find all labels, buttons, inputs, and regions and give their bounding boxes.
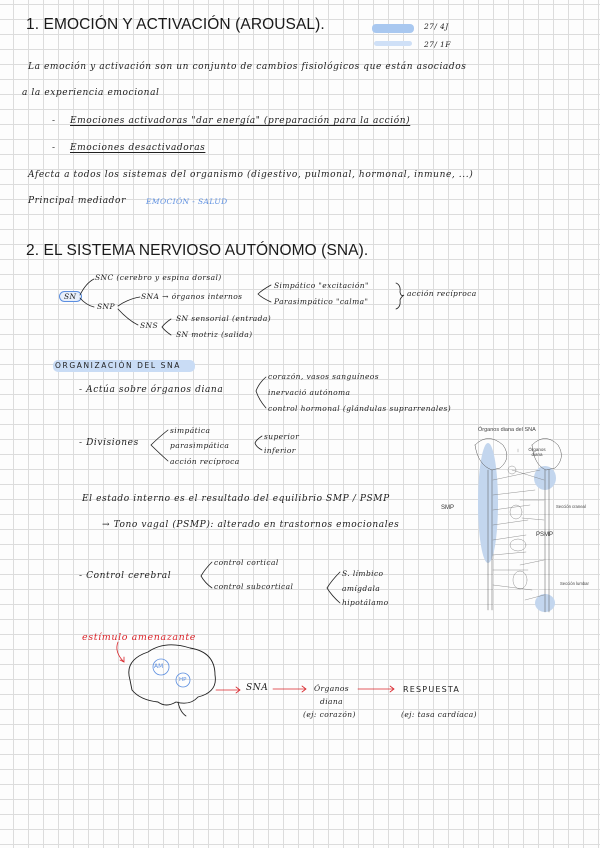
figure-spine-right <box>545 470 549 612</box>
div-item-3: acción recíproca <box>170 457 240 466</box>
div-item-2: parasimpática <box>170 441 230 450</box>
branch-snp-sns <box>118 309 138 325</box>
figure-top-label: Órganos diana <box>528 447 546 457</box>
brace-sns <box>162 319 171 335</box>
figure-sec-lumbar: Sección lumbar <box>560 581 589 586</box>
date-1: 27/ 4J <box>424 22 449 31</box>
flow-diana: diana <box>320 697 343 706</box>
brace-superior <box>255 436 262 450</box>
figure-organ-heart <box>510 505 522 519</box>
branch-sn-snp <box>80 298 94 307</box>
hp-circle <box>176 673 190 687</box>
brace-actua <box>256 377 266 408</box>
branch-sn-snc <box>80 279 94 295</box>
snp-node: SNP <box>97 302 115 311</box>
sub-item-2: amígdala <box>342 584 381 593</box>
arrow-brain-sna <box>216 687 240 693</box>
figure-organos-diana <box>475 439 561 613</box>
parasimpatico-node: Parasimpático "calma" <box>274 297 369 306</box>
figure-title: Órganos diana del SNA <box>478 427 536 433</box>
figure-smp: SMP <box>441 505 455 511</box>
intro-line-2: a la experiencia emocional <box>22 88 160 98</box>
am-label: AM <box>154 663 164 670</box>
date-2: 27/ 1F <box>424 40 451 49</box>
divisiones-label: - Divisiones <box>79 438 139 448</box>
sub-item-3: hipotálamo <box>342 598 389 607</box>
motriz-node: SN motriz (salida) <box>176 330 253 339</box>
div-item-1: simpática <box>170 426 211 435</box>
stimulus-label: estímulo amenazante <box>82 632 196 643</box>
bullet-desactivadoras: Emociones desactivadoras <box>70 143 206 153</box>
flow-organos-example: (ej: corazón) <box>303 710 356 719</box>
sn-node: SN <box>59 291 82 302</box>
brace-divisiones <box>151 430 168 461</box>
figure-psmp: PSMP <box>536 532 554 538</box>
actua-item-1: corazón, vasos sanguíneos <box>268 372 379 381</box>
flow-respuesta: RESPUESTA <box>403 685 461 694</box>
am-circle <box>153 659 169 675</box>
sensorial-node: SN sensorial (entrada) <box>176 314 272 323</box>
figure-sec-craneal: Sección craneal <box>556 504 586 509</box>
figure-organ-stomach <box>510 539 526 551</box>
mediator-label: Principal mediador <box>28 196 126 206</box>
figure-brain-right <box>532 439 561 471</box>
brace-subcortical <box>327 572 340 603</box>
tono-line: → Tono vagal (PSMP): alterado en trastornos emocionales <box>102 520 400 530</box>
bullet-dash: - <box>52 116 56 126</box>
figure-nerves-right <box>512 470 544 600</box>
sub-item-1: S. límbico <box>342 569 384 578</box>
stimulus-arrow <box>117 642 124 662</box>
brace-right <box>396 283 404 309</box>
arrow-sna-organos <box>273 686 306 692</box>
organizacion-heading: ORGANIZACIÓN DEL SNA <box>55 361 181 370</box>
bullet-dash-2: - <box>52 143 56 153</box>
actua-item-2: inervació autónoma <box>268 388 351 397</box>
superior-label: superior <box>264 432 300 441</box>
control-cortical: control cortical <box>214 558 279 567</box>
flow-organos: Órganos <box>314 684 350 693</box>
hp-label: HP <box>179 677 187 683</box>
branch-snp-sna <box>118 297 140 306</box>
bullet-activadoras: Emociones activadoras "dar energía" (preparación para la acción) <box>70 116 411 126</box>
sns-node: SNS <box>140 321 159 330</box>
flow-respuesta-example: (ej: tasa cardíaca) <box>401 710 477 719</box>
actua-item-3: control hormonal (glándulas suprarrenales) <box>268 404 452 413</box>
brace-control <box>201 562 212 588</box>
figure-organ-intestine <box>513 571 527 589</box>
section-title-2: 2. EL SISTEMA NERVIOSO AUTÓNOMO (SNA). <box>26 242 369 259</box>
affects-line: Afecta a todos los sistemas del organismo (digestivo, pulmonal, hormonal, inmune, ...) <box>28 170 474 180</box>
estado-line: El estado interno es el resultado del equilibrio SMP / PSMP <box>82 494 390 504</box>
brainstem <box>178 702 186 716</box>
snc-node: SNC (cerebro y espina dorsal) <box>95 273 222 282</box>
inferior-label: inferior <box>264 446 296 455</box>
mediator-value: EMOCIÓN - SALUD <box>146 197 228 206</box>
section-title-1: 1. EMOCIÓN Y ACTIVACIÓN (AROUSAL). <box>26 16 325 33</box>
intro-line-1: La emoción y activación son un conjunto de cambios fisiológicos que están asociados <box>28 62 467 72</box>
arrow-organos-respuesta <box>358 686 394 692</box>
actua-label: - Actúa sobre órganos diana <box>79 385 224 395</box>
control-subcortical: control subcortical <box>214 582 294 591</box>
brace-sna <box>258 285 271 302</box>
brain-sketch <box>129 645 216 705</box>
control-label: - Control cerebral <box>79 571 172 581</box>
sna-node: SNA → órganos internos <box>141 292 243 301</box>
flow-sna: SNA <box>246 683 269 693</box>
accion-reciproca: acción recíproca <box>407 289 477 298</box>
simpatico-node: Simpático "excitación" <box>274 281 369 290</box>
